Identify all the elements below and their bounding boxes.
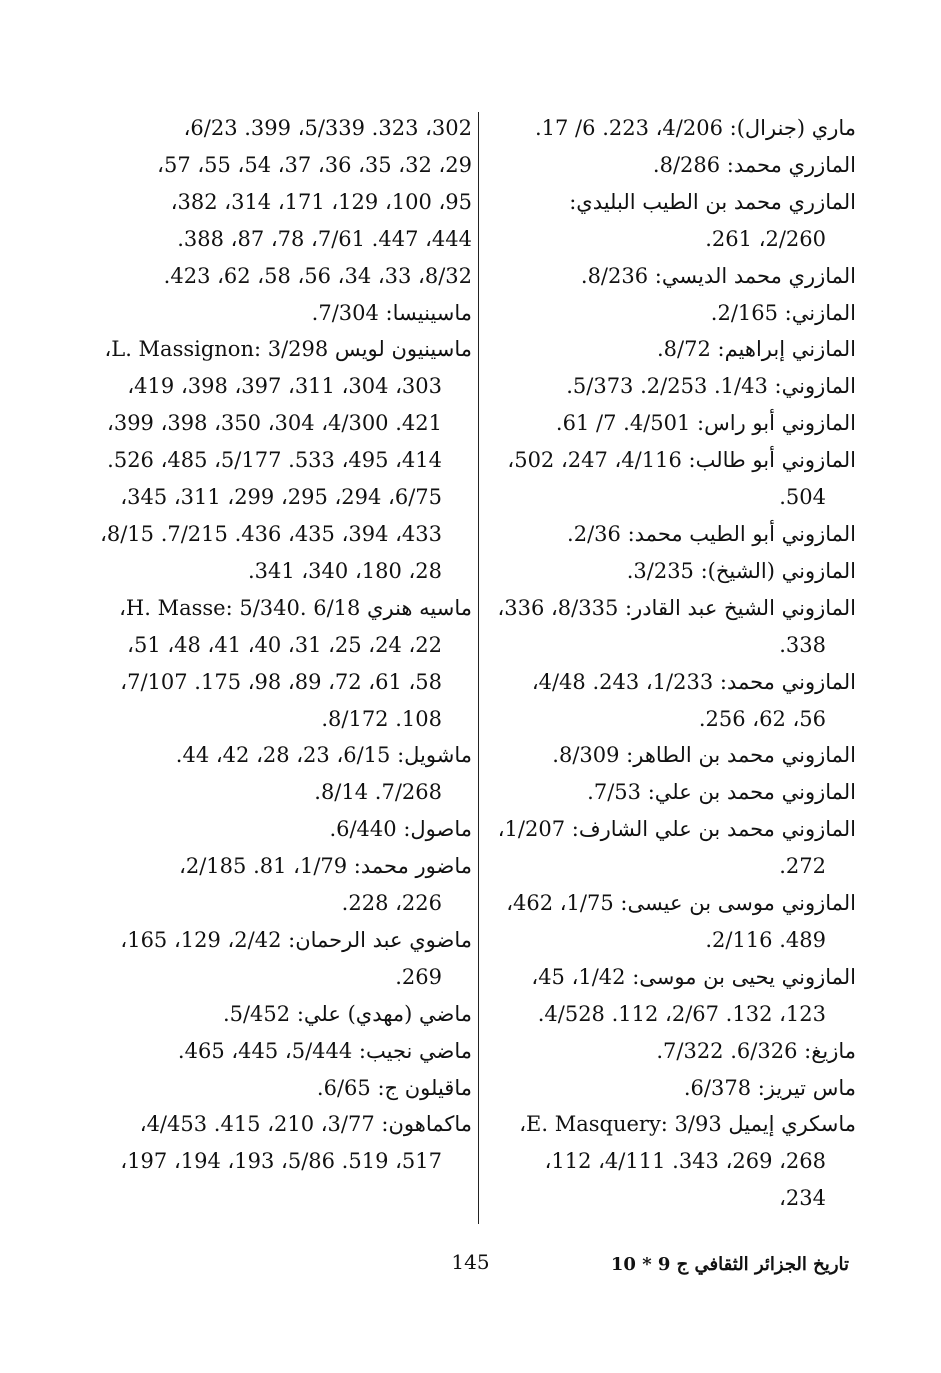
running-footer-title: تاريخ الجزائر الثقافي ج 9 * 10 (610, 1254, 849, 1275)
index-entry-continuation: 338. (779, 632, 826, 657)
index-entry (492, 110, 856, 147)
index-entry (492, 1106, 856, 1217)
index-entry (100, 996, 472, 1033)
index-entry-continuation: 8/32، 33، 34، 56، 58، 62، 423. (163, 263, 472, 288)
index-entry-heading: المازري محمد الديسي: 8/236. (580, 263, 856, 288)
index-entry-continuation: 56، 62، 256. (698, 706, 826, 731)
index-entry (100, 590, 472, 738)
index-entry-heading: المازوني محمد بن علي الشارف: 1/207، (497, 817, 856, 842)
index-entry-heading: مازيغ: 6/326. 7/322. (656, 1038, 856, 1063)
index-entry (100, 848, 472, 922)
index-entry-continuation: 489. 2/116. (705, 927, 826, 952)
index-entry-heading: المازوني أبو الطيب محمد: 2/36. (567, 521, 856, 546)
index-entry-continuation: 226، 228. (341, 891, 442, 916)
index-entry-continuation: 7/268. 8/14. (314, 780, 442, 805)
index-entry-heading: ماضي (مهدي) علي: 5/452. (222, 1001, 472, 1026)
index-entry-heading: المازوني محمد: 1/233، 243. 4/48، (531, 669, 856, 694)
index-entry-continuation: 22، 24، 25، 31، 40، 41، 48، 51، 58، 61، 72، 89، 98، 175. 7/107، 108. 8/172. (120, 632, 442, 731)
index-entry-heading: المازني: 2/165. (710, 300, 856, 325)
index-entry-continuation: 303، 304، 311، 397، 398، 419، 421. 4/300، 304، 350، 398، 399، 414، 495، 533. 5/177، 485، 526. 6/75، 294، 295، 299، 311، 345، 433، 394، 435، 436. 7/215. 8/15، 28، 180، 340، 341. (100, 374, 442, 583)
index-entry (492, 405, 856, 442)
index-entry (100, 331, 472, 589)
index-entry-heading: المازوني محمد بن الطاهر: 8/309. (552, 743, 856, 768)
index-entry-heading: ماصول: 6/440. (329, 817, 472, 842)
index-entry (492, 295, 856, 332)
index-entry-heading: المازري محمد: 8/286. (652, 152, 856, 177)
index-entry (100, 737, 472, 811)
index-column-left (100, 110, 472, 1180)
index-entry-continuation: 272. (779, 854, 826, 879)
index-entry-heading: المازني إبراهيم: 8/72. (656, 337, 856, 362)
index-entry-continuation: 123، 132. 2/67، 112. 4/528. (537, 1001, 826, 1026)
index-entry (492, 442, 856, 516)
index-entry-continuation: 269. (395, 964, 442, 989)
index-entry (100, 147, 472, 184)
index-entry (100, 1070, 472, 1107)
index-entry (492, 1033, 856, 1070)
index-entry-heading: ماقيلون ج: 6/65. (316, 1075, 472, 1100)
index-entry (492, 368, 856, 405)
index-entry (492, 184, 856, 258)
index-entry (492, 590, 856, 664)
index-entry-continuation: 444، 447. 7/61، 78، 87، 388. (177, 226, 472, 251)
index-entry (100, 184, 472, 221)
index-entry (492, 331, 856, 368)
index-entry (492, 774, 856, 811)
index-entry (492, 1070, 856, 1107)
index-column-right (492, 110, 856, 1217)
index-entry (492, 258, 856, 295)
index-entry (100, 922, 472, 996)
index-entry (492, 553, 856, 590)
index-entry-heading: ماضور محمد: 1/79، 81. 2/185، (179, 854, 472, 879)
index-entry-heading: ماضي نجيب: 5/444، 445، 465. (177, 1038, 472, 1063)
index-entry-continuation: 504. (779, 485, 826, 510)
index-entry-heading: ماشويل: 6/15، 23، 28، 42، 44. (175, 743, 472, 768)
index-entry (100, 295, 472, 332)
index-entry (492, 959, 856, 1033)
index-entry (492, 737, 856, 774)
index-entry (100, 221, 472, 258)
index-entry-heading: ماسينيسا: 7/304. (311, 300, 472, 325)
index-entry-heading: المازوني (الشيخ): 3/235. (626, 558, 856, 583)
index-entry-heading: ماسيه هنري H. Masse: 5/340. 6/18، (119, 595, 472, 620)
index-entry-continuation: 517، 519. 5/86، 193، 194، 197، (120, 1149, 442, 1174)
index-entry-continuation: 29، 32، 35، 36، 37، 54، 55، 57، (157, 152, 472, 177)
index-entry-heading: ماكماهون: 3/77، 210، 415. 4/453، (139, 1112, 472, 1137)
index-entry-continuation: 95، 100، 129، 171، 314، 382، (170, 189, 472, 214)
index-entry (100, 258, 472, 295)
index-entry (100, 1033, 472, 1070)
index-entry (492, 885, 856, 959)
index-entry (100, 1106, 472, 1180)
index-entry-heading: ماضوي عبد الرحمان: 2/42، 129، 165، (120, 927, 472, 952)
page-number: 145 (451, 1250, 490, 1274)
index-entry-heading: المازوني أبو راس: 4/501. 7/ 61. (555, 411, 856, 436)
index-entry-heading: المازوني موسى بن عيسى: 1/75، 462، (506, 891, 856, 916)
index-entry-heading: ماري (جنرال): 4/206، 223. 6/ 17. (534, 116, 856, 140)
index-entry (492, 664, 856, 738)
index-entry (492, 147, 856, 184)
index-entry-heading: ماسينيون لويس L. Massignon: 3/298، (104, 337, 472, 362)
index-entry (492, 516, 856, 553)
index-entry-heading: المازوني الشيخ عبد القادر: 8/335، 336، (497, 595, 856, 620)
index-entry-heading: المازوني محمد بن علي: 7/53. (587, 780, 856, 805)
index-entry (492, 811, 856, 885)
index-entry-continuation: 2/260، 261. (705, 226, 826, 251)
index-entry (100, 811, 472, 848)
index-entry (100, 110, 472, 147)
index-entry-continuation: 302، 323. 5/339، 399. 6/23، (183, 116, 472, 140)
index-entry-continuation: 268، 269، 343. 4/111، 112، 234، (544, 1149, 826, 1211)
column-divider (478, 112, 479, 1224)
index-entry-heading: ماسكري إيميل E. Masquery: 3/93، (519, 1112, 856, 1137)
index-entry-heading: المازوني: 1/43. 2/253. 5/373. (566, 374, 856, 399)
index-entry-heading: المازوني يحيى بن موسى: 1/42، 45، (531, 964, 856, 989)
index-entry-heading: ماس تيريز: 6/378. (683, 1075, 856, 1100)
index-entry-heading: المازري محمد بن الطيب البليدي: (569, 189, 856, 214)
index-entry-heading: المازوني أبو طالب: 4/116، 247، 502، (507, 448, 856, 473)
